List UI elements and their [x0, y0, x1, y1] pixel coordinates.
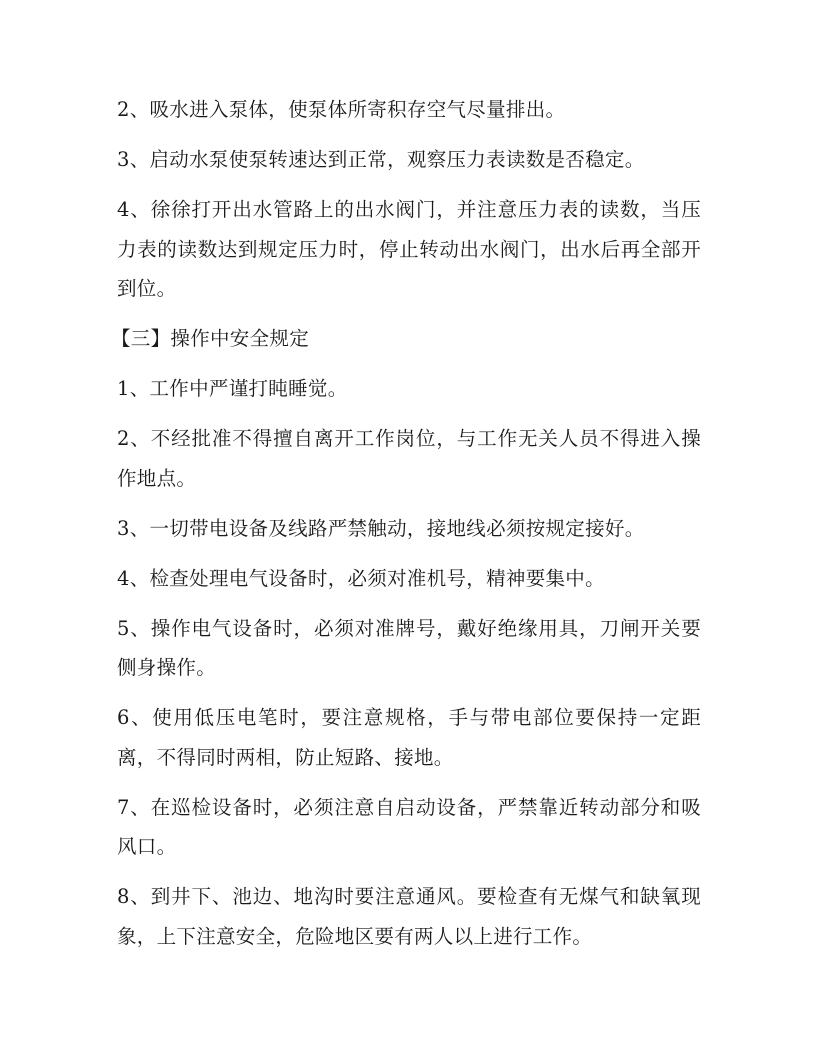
pump-step-4: 4、徐徐打开出水管路上的出水阀门，并注意压力表的读数，当压力表的读数达到规定压力时，停止转动出水阀门，出水后再全部开到位。	[117, 198, 701, 300]
safety-rule-5: 5、操作电气设备时，必须对准牌号，戴好绝缘用具，刀闸开关要侧身操作。	[117, 616, 701, 679]
pump-step-2: 2、吸水进入泵体，使泵体所寄积存空气尽量排出。	[117, 98, 566, 121]
section-heading-safety-rules: 【三】操作中安全规定	[111, 327, 310, 350]
safety-rule-1: 1、工作中严谨打盹睡觉。	[117, 377, 348, 400]
pump-step-3: 3、启动水泵使泵转速达到正常，观察压力表读数是否稳定。	[117, 148, 645, 171]
safety-rule-7: 7、在巡检设备时，必须注意自启动设备，严禁靠近转动部分和吸风口。	[117, 795, 701, 858]
safety-rule-4: 4、检查处理电气设备时，必须对准机号，精神要集中。	[117, 566, 605, 590]
safety-rule-8: 8、到井下、池边、地沟时要注意通风。要检查有无煤气和缺氧现象，上下注意安全，危险地区要有两人以上进行工作。	[117, 885, 701, 948]
safety-rule-3: 3、一切带电设备及线路严禁触动，接地线必须按规定接好。	[117, 516, 645, 540]
document-page	[111, 90, 701, 967]
safety-rule-6: 6、使用低压电笔时，要注意规格，手与带电部位要保持一定距离，不得同时两相，防止短路、接地。	[117, 706, 701, 769]
safety-rule-2: 2、不经批准不得擅自离开工作岗位，与工作无关人员不得进入操作地点。	[117, 427, 701, 490]
